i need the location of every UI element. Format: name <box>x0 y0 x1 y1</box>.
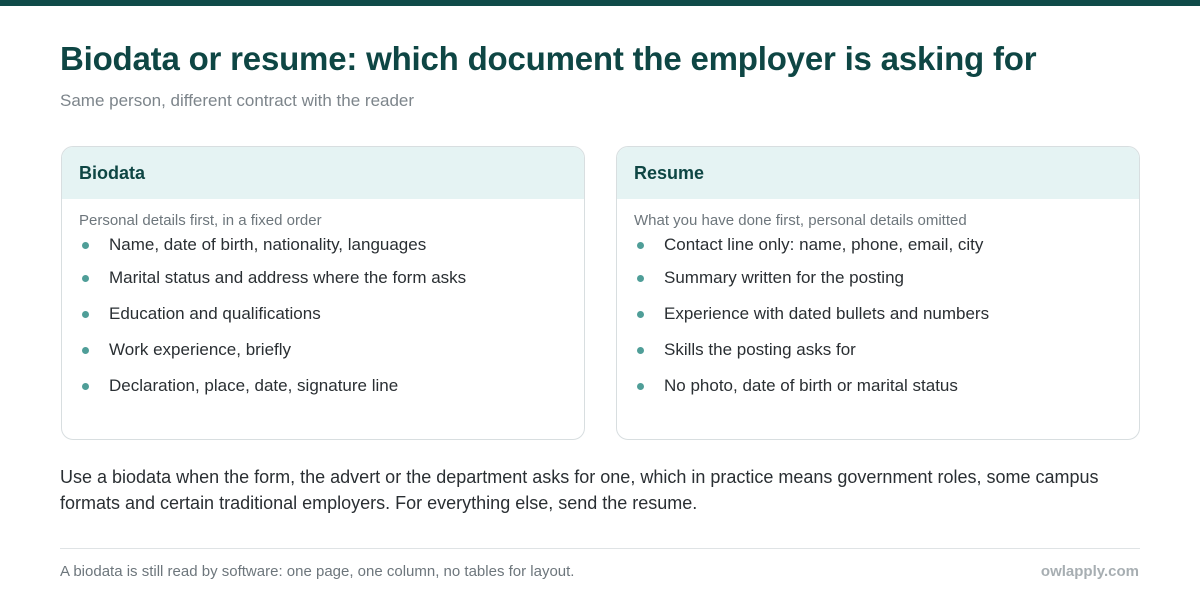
list-item-text: No photo, date of birth or marital status <box>664 376 958 395</box>
bullet-icon <box>82 242 89 249</box>
bullet-icon <box>82 347 89 354</box>
resume-card-title: Resume <box>634 162 705 183</box>
list-item <box>617 332 1139 368</box>
list-item-text: Name, date of birth, nationality, languages <box>109 235 427 254</box>
biodata-card-lead: Personal details first, in a fixed order <box>79 212 322 229</box>
body-paragraph: Use a biodata when the form, the advert or the department asks for one, which in practice means government roles, some campus formats and certain traditional employers. For everything else, send the resume. <box>60 467 1099 513</box>
list-item <box>617 230 1139 260</box>
list-item <box>617 368 1139 404</box>
resume-card <box>616 146 1140 440</box>
list-item-text: Marital status and address where the form asks <box>109 268 467 287</box>
list-item-text: Contact line only: name, phone, email, city <box>664 235 984 254</box>
list-item-text: Work experience, briefly <box>109 340 292 359</box>
resume-list <box>617 230 1139 404</box>
biodata-list <box>62 230 584 404</box>
footer-note: A biodata is still read by software: one page, one column, no tables for layout. <box>60 563 575 580</box>
list-item <box>617 260 1139 296</box>
biodata-card-title: Biodata <box>79 162 146 183</box>
list-item-text: Education and qualifications <box>109 304 321 323</box>
list-item-text: Skills the posting asks for <box>664 340 856 359</box>
bullet-icon <box>637 275 644 282</box>
footer-divider <box>60 548 1140 549</box>
bullet-icon <box>637 347 644 354</box>
page-subtitle: Same person, different contract with the reader <box>60 91 415 110</box>
resume-card-lead: What you have done first, personal details omitted <box>634 212 967 229</box>
list-item-text: Summary written for the posting <box>664 268 904 287</box>
bullet-icon <box>637 311 644 318</box>
brand-logo-text: owlapply.com <box>1040 563 1139 580</box>
bullet-icon <box>82 383 89 390</box>
page-title: Biodata or resume: which document the employer is asking for <box>60 40 1037 77</box>
biodata-card-header <box>62 147 584 199</box>
biodata-card <box>61 146 585 440</box>
bullet-icon <box>637 383 644 390</box>
list-item-text: Declaration, place, date, signature line <box>109 376 399 395</box>
list-item <box>62 332 584 368</box>
resume-card-header <box>617 147 1139 199</box>
list-item-text: Experience with dated bullets and numbers <box>664 304 990 323</box>
list-item <box>617 296 1139 332</box>
list-item <box>62 368 584 404</box>
list-item <box>62 230 584 260</box>
top-accent-bar <box>0 0 1200 6</box>
bullet-icon <box>82 275 89 282</box>
list-item <box>62 296 584 332</box>
bullet-icon <box>82 311 89 318</box>
list-item <box>62 260 584 296</box>
bullet-icon <box>637 242 644 249</box>
